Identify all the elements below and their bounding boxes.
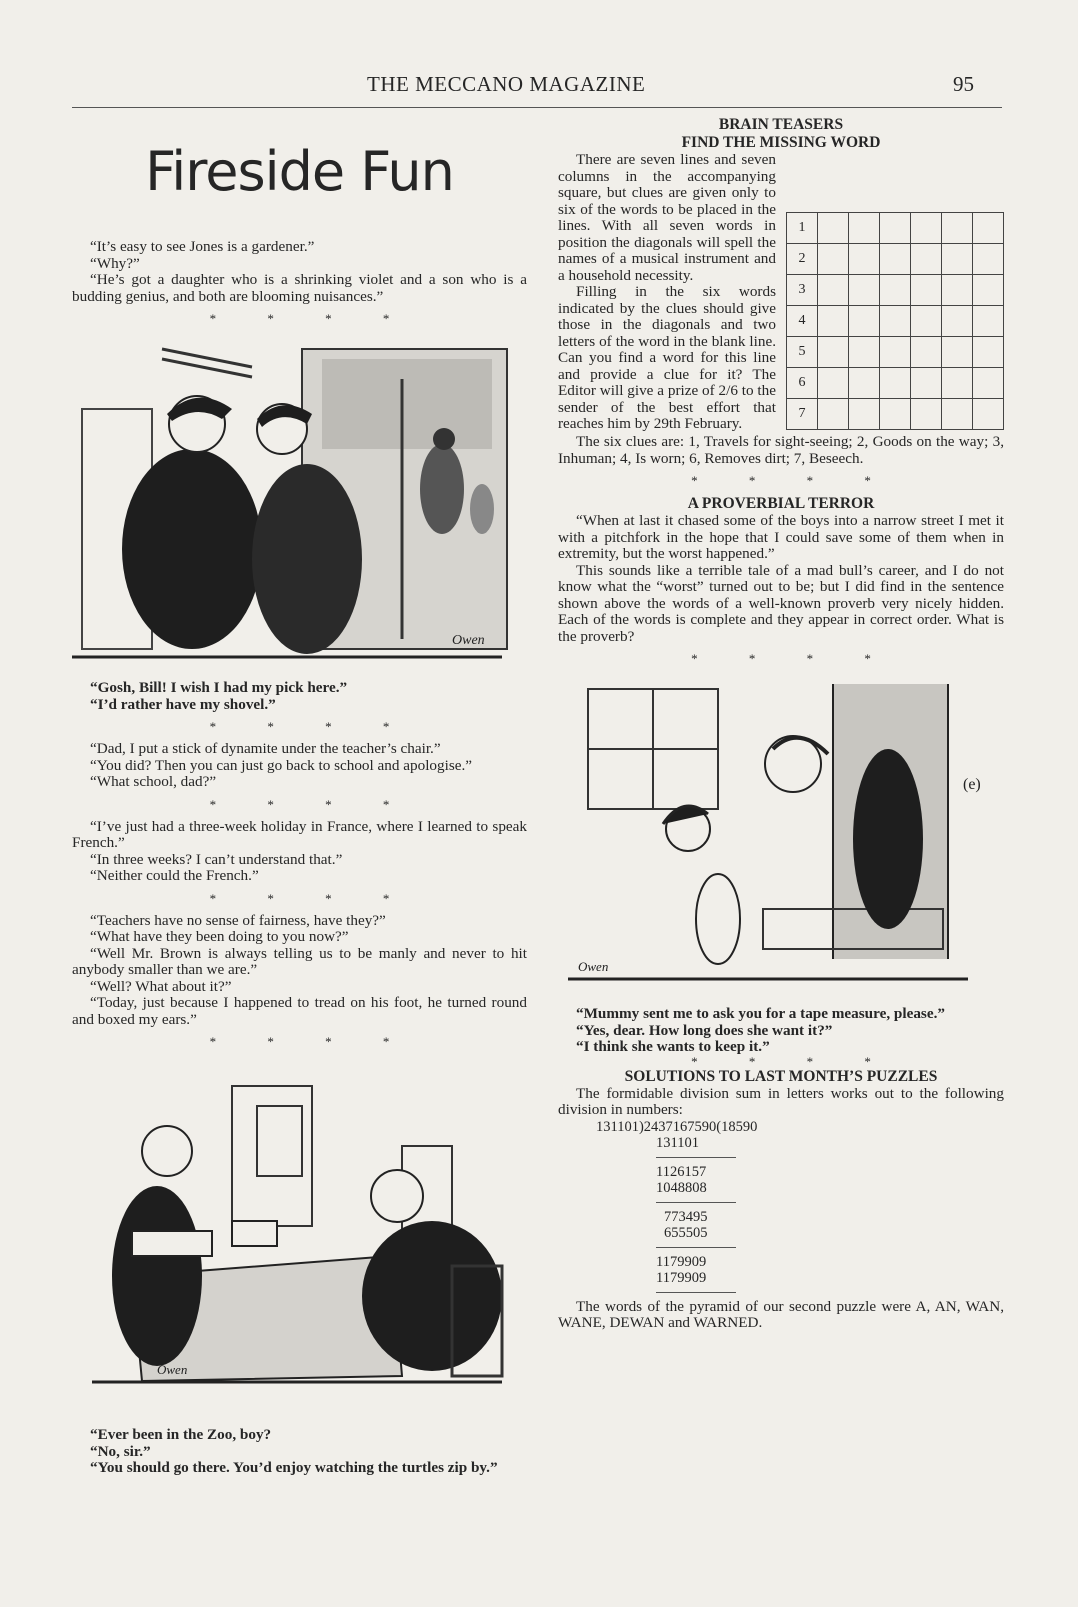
grid-row-number: 6 [787,368,818,399]
division-rule [656,1247,736,1248]
grid-row-number: 2 [787,244,818,275]
proverbial-terror-heading: A PROVERBIAL TERROR [687,495,875,512]
division-line: 1179909 [656,1269,707,1286]
joke-teacher [72,913,527,1029]
separator-stars: * * * * [691,651,895,666]
missing-word-intro: There are seven lines and seven columns in the accompanying square, but clues are given only to six of the words to be placed in the lines. With all seven words in position the diagonals will spell the names of a musical instrument and a household necessity. [558,151,776,284]
magazine-title: THE MECCANO MAGAZINE [367,72,646,96]
joke-line: “Neither could the French.” [90,867,259,884]
division-rule [656,1202,736,1203]
svg-text:Owen: Owen [578,959,609,974]
caption-line: “I think she wants to keep it.” [576,1038,770,1055]
cartoon-caption-turtles [72,1427,527,1477]
solutions-intro: The formidable division sum in letters works out to the following division in numbers: [558,1084,1004,1118]
svg-text:Owen: Owen [452,633,485,648]
cartoon-office-desk [72,1076,527,1406]
brain-teasers-heading: BRAIN TEASERS [718,116,844,133]
joke-dynamite [72,741,527,791]
caption-line: “Mummy sent me to ask you for a tape measure, please.” [576,1005,945,1022]
division-line: 1179909 [656,1253,707,1270]
joke-line: “You did? Then you can just go back to school and apologise.” [90,756,473,774]
caption-line: “Gosh, Bill! I wish I had my pick here.” [90,679,348,696]
division-rule [656,1292,736,1293]
caption-line: “You should go there. You’d enjoy watching the turtles zip by.” [90,1459,498,1476]
division-line: 131101)2437167590(18590 [596,1118,758,1135]
left-column [72,116,527,1596]
proverb-quote: “When at last it chased some of the boys into a narrow street I met it with a pitchfork in the hope that I could save some of them when in extremity, but the worst happened.” [558,512,1004,562]
separator-stars: * * * * [209,719,414,734]
svg-text:(e): (e) [963,776,981,793]
caption-line: “No, sir.” [90,1442,151,1460]
joke-line: “Dad, I put a stick of dynamite under the teacher’s chair.” [90,740,441,757]
cartoon-shop-window [72,339,527,669]
joke-line: “Why?” [90,254,140,272]
fireside-fun-title: Fireside Fun [145,140,454,203]
separator-stars: * * * * [691,473,895,488]
separator-stars: * * * * [209,796,414,812]
grid-row-number: 7 [787,399,818,430]
header-rule [72,107,1002,108]
joke-line: “What have they been doing to you now?” [90,928,349,945]
division-line: 131101 [656,1134,699,1151]
caption-line: “I’d rather have my shovel.” [90,695,276,713]
word-square-grid [786,212,1004,430]
division-line: 1048808 [656,1179,707,1196]
right-column [558,116,1004,1596]
joke-line: “Well? What about it?” [90,977,232,995]
joke-line: “Today, just because I happened to tread on his foot, he turned round and boxed my ears.” [72,994,527,1028]
separator-stars: * * * * [209,890,414,906]
joke-line: “Well Mr. Brown is always telling us to be manly and never to hit anybody smaller than we are.” [72,944,527,978]
division-rule [656,1157,736,1158]
joke-line: “Teachers have no sense of fairness, have they?” [90,911,386,929]
joke-french [72,819,527,885]
grid-row-number: 5 [787,337,818,368]
solutions-heading: SOLUTIONS TO LAST MONTH’S PUZZLES [624,1067,938,1085]
division-line: 773495 [664,1208,708,1225]
grid-row-number: 4 [787,306,818,337]
caption-line: “Yes, dear. How long does she want it?” [576,1021,833,1039]
division-line: 1126157 [656,1163,707,1180]
joke-line: “In three weeks? I can’t understand that.” [90,850,343,868]
grid-row-number: 3 [787,275,818,306]
missing-word-puzzle [558,152,1004,467]
joke-line: “What school, dad?” [90,773,217,790]
missing-word-clues: The six clues are: 1, Travels for sight-seeing; 2, Goods on the way; 3, Inhuman; 4, Is worn; 6, Removes dirt; 7, Beseech. [558,433,1004,467]
pyramid-solution: The words of the pyramid of our second puzzle were A, AN, WAN, WANE, DEWAN and WARNED. [558,1297,1004,1331]
joke-line: “It’s easy to see Jones is a gardener.” [90,238,315,255]
cartoon-caption-tape [558,1006,1004,1056]
missing-word-heading: FIND THE MISSING WORD [681,134,881,151]
division-line: 655505 [664,1224,708,1241]
separator-stars: * * * * [691,1053,895,1069]
caption-line: “Ever been in the Zoo, boy? [90,1426,272,1443]
page-header [72,72,1002,100]
cartoon-caption-shovel [90,680,527,713]
grid-row-number: 1 [787,213,818,244]
joke-line: “He’s got a daughter who is a shrinking violet and a son who is a budding genius, and both are blooming nuisances.” [72,271,527,305]
proverb-explanation: This sounds like a terrible tale of a mad bull’s career, and I do not know what the “worst” turned out to be; but I did find in the sentence shown above the words of a well-known proverb very nicely hidden. Each of the words is complete and they appear in correct order. What is the proverb? [558,561,1004,645]
svg-text:Owen: Owen [157,1362,188,1377]
separator-stars: * * * * [209,311,414,326]
page-number: 95 [953,72,974,96]
division-working [596,1119,1004,1293]
cartoon-tape-measure [568,679,1014,989]
separator-stars: * * * * [209,1034,414,1049]
joke-line: “I’ve just had a three-week holiday in France, where I learned to speak French.” [72,817,527,851]
missing-word-instructions: Filling in the six words indicated by the clues should give those in the diagonals and two letters of the word in the blank line. Can you find a word for this line and provide a clue for it? The Editor will give a prize of 2/6 to the sender of the best effort that reaches him by 29th February. [558,283,776,432]
joke-gardener [72,239,527,305]
